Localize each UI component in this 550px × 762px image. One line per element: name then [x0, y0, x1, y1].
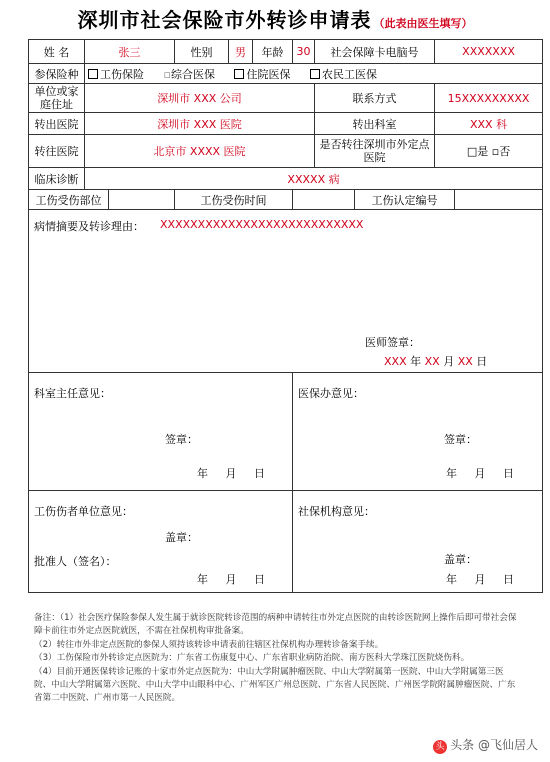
sex-value: 男 — [229, 40, 253, 64]
from-hospital-value: 深圳市 XXX 医院 — [85, 113, 315, 135]
case-summary-cell — [29, 210, 543, 373]
row-to-hospital — [29, 135, 543, 168]
diagnosis-label: 临床诊断 — [29, 168, 85, 190]
row-opinions-1 — [29, 373, 543, 491]
watermark — [433, 736, 538, 754]
dept-head-date: 年 月 日 — [197, 467, 265, 480]
social-security-opinion-cell[interactable] — [293, 491, 543, 593]
from-department-value: XXX 科 — [435, 113, 543, 135]
form-title: 深圳市社会保险市外转诊申请表 — [77, 8, 372, 32]
injury-time-value[interactable] — [293, 190, 355, 210]
address-label: 单位或家庭住址 — [29, 84, 85, 113]
employer-opinion-label: 工伤伤者单位意见： — [34, 505, 133, 518]
designated-hospital-choice[interactable]: □是 ▫否 — [435, 135, 543, 168]
insurance-option-migrant[interactable] — [310, 66, 377, 82]
checkbox-icon — [234, 69, 244, 79]
insurance-option-comprehensive[interactable] — [164, 66, 215, 82]
row-basic-info — [29, 40, 543, 64]
card-label: 社会保障卡电脑号 — [315, 40, 435, 64]
dept-head-opinion-cell[interactable] — [29, 373, 293, 491]
insurance-office-opinion-cell[interactable] — [293, 373, 543, 491]
dept-head-seal-label: 签章： — [165, 433, 198, 446]
employer-opinion-cell[interactable] — [29, 491, 293, 593]
option-label: 住院医保 — [246, 67, 291, 81]
sex-label: 性别 — [175, 40, 229, 64]
row-diagnosis — [29, 168, 543, 190]
age-value: 30 — [293, 40, 315, 64]
from-hospital-label: 转出医院 — [29, 113, 85, 135]
employer-stamp-label: 盖章： — [165, 531, 198, 544]
injury-part-label: 工伤受伤部位 — [29, 190, 109, 210]
insurance-office-date: 年 月 日 — [446, 467, 514, 480]
from-department-label: 转出科室 — [315, 113, 435, 135]
to-hospital-label: 转往医院 — [29, 135, 85, 168]
social-security-opinion-label: 社保机构意见： — [298, 505, 375, 518]
age-label: 年龄 — [253, 40, 293, 64]
insurance-office-seal-label: 签章： — [444, 433, 477, 446]
form-title-note: （此表由医生填写） — [373, 17, 473, 30]
insurance-option-injury[interactable] — [88, 66, 144, 82]
option-label: 农民工医保 — [321, 67, 377, 81]
note-1: 备注：（1）社会医疗保险参保人发生属于就诊医院转诊范围的病种申请转往市外定点医院的由转诊医院网上操作后即可带社会保障卡前往市外定点医院就医，不需在社保机构审批备案。 — [34, 613, 517, 637]
address-value: 深圳市 XXX 公司 — [85, 84, 315, 113]
watermark-text: 头条 @飞仙居人 — [450, 738, 538, 752]
insurance-options — [85, 64, 543, 84]
insurance-option-inpatient[interactable] — [234, 66, 290, 82]
injury-id-label: 工伤认定编号 — [355, 190, 455, 210]
note-4: （4）目前开通医保转诊记账的十家市外定点医院为：中山大学附属肿瘤医院、中山大学附属第一医院、中山大学附属第三医院、中山大学附属第六医院、中山大学中山眼科中心、广州军区广州总医院、广东省人民医院、广州医学院附属肿瘤医院、广东省第二中医院、广州市第一人民医院。 — [34, 666, 516, 704]
to-hospital-value: 北京市 XXXX 医院 — [85, 135, 315, 168]
injury-id-value[interactable] — [455, 190, 543, 210]
injury-part-value[interactable] — [109, 190, 175, 210]
designated-hospital-label: 是否转往深圳市外定点医院 — [315, 135, 435, 168]
toutiao-logo-icon: 头 — [433, 740, 447, 754]
approver-label: 批准人（签名）： — [34, 555, 117, 568]
contact-label: 联系方式 — [315, 84, 435, 113]
row-address — [29, 84, 543, 113]
row-case-summary — [29, 210, 543, 373]
contact-value: 15XXXXXXXXX — [435, 84, 543, 113]
option-label: 工伤保险 — [100, 67, 144, 81]
card-value: XXXXXXX — [435, 40, 543, 64]
insurance-label: 参保险种 — [29, 64, 85, 84]
row-work-injury — [29, 190, 543, 210]
diagnosis-value: XXXXX 病 — [85, 168, 543, 190]
note-3: （3）工伤保险市外转诊定点医院为：广东省工伤康复中心、广东省职业病防治院、南方医科大学珠江医院烧伤科。 — [34, 653, 470, 664]
insurance-office-opinion-label: 医保办意见： — [298, 387, 364, 400]
row-insurance-type — [29, 64, 543, 84]
small-square-icon: ▫ — [163, 67, 171, 81]
social-security-date: 年 月 日 — [446, 573, 514, 586]
summary-date: XXX 年 XX 月 XX 日 — [384, 355, 488, 368]
dept-head-opinion-label: 科室主任意见： — [34, 387, 111, 400]
summary-label: 病情摘要及转诊理由： — [34, 220, 144, 233]
doctor-signature-label: 医师签章： — [365, 336, 420, 349]
name-value: 张三 — [85, 40, 175, 64]
row-from-hospital — [29, 113, 543, 135]
checkbox-icon — [310, 69, 320, 79]
checkbox-icon — [88, 69, 98, 79]
injury-time-label: 工伤受伤时间 — [175, 190, 293, 210]
summary-value[interactable]: XXXXXXXXXXXXXXXXXXXXXXXXXXX — [160, 218, 364, 231]
employer-date: 年 月 日 — [197, 573, 265, 586]
referral-form-table — [28, 39, 543, 593]
name-label: 姓 名 — [29, 40, 85, 64]
form-title-bar — [0, 4, 550, 36]
option-label: 综合医保 — [170, 67, 215, 81]
social-security-stamp-label: 盖章： — [444, 553, 477, 566]
note-2: （2）转往市外非定点医院的参保人须持该转诊申请表前往辖区社保机构办理转诊备案手续。 — [34, 639, 384, 650]
row-opinions-2 — [29, 491, 543, 593]
form-notes — [34, 612, 520, 706]
